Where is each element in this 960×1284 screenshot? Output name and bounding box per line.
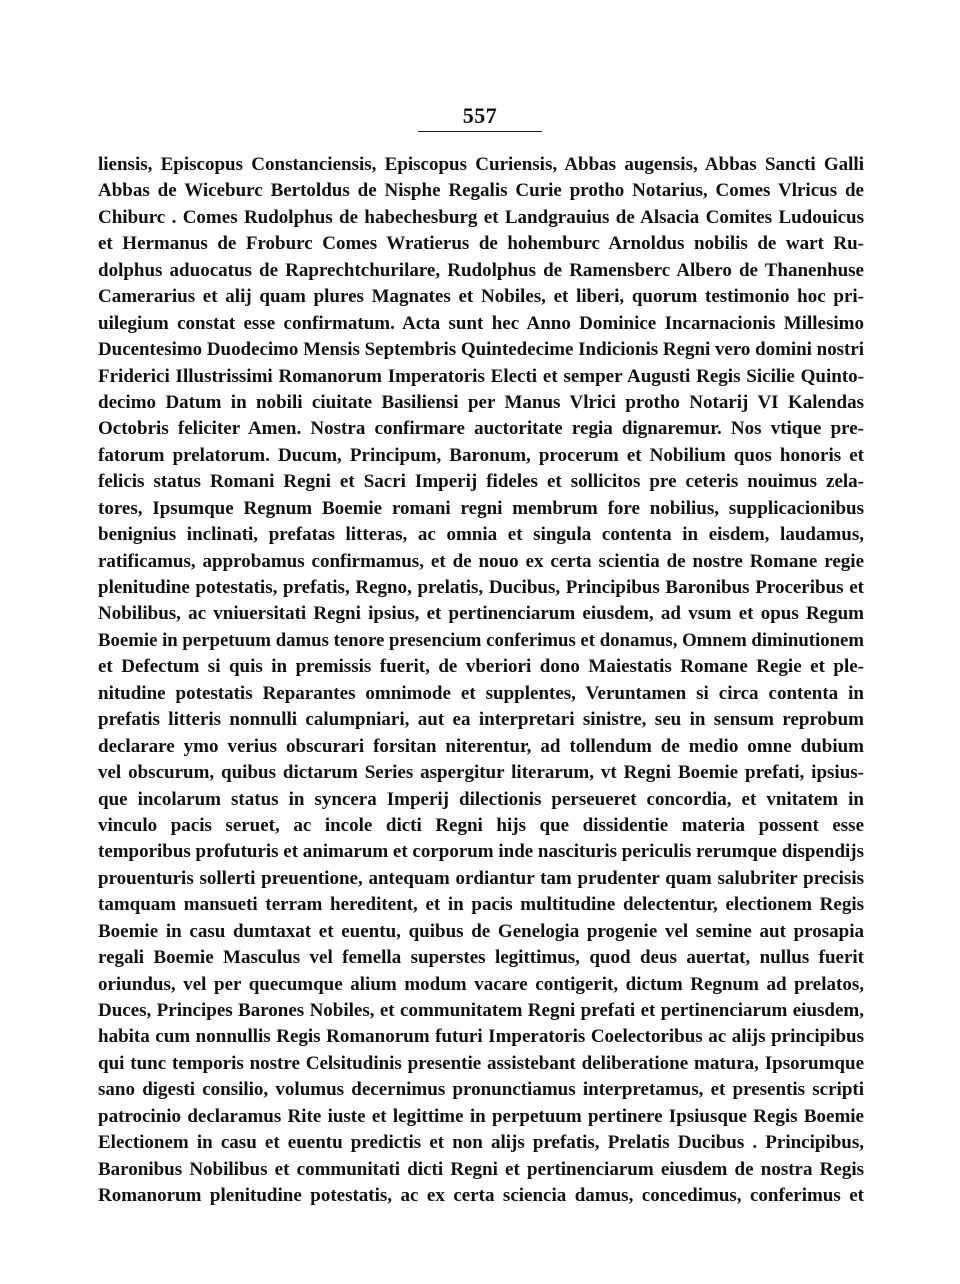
text-line: Duces, Principes Barones Nobiles, et communitatem Regni prefati et pertinenciarum eiusdem, [98, 1000, 864, 1021]
text-line: Camerarius et alij quam plures Magnates et Nobiles, et liberi, quorum testimonio hoc pri- [98, 286, 864, 308]
text-line: Romanorum plenitudine potestatis, ac ex certa sciencia damus, concedimus, conferimus et [98, 1185, 864, 1207]
header-rule [418, 131, 542, 132]
body-text [98, 152, 864, 1210]
text-line: regali Boemie Masculus vel femella superstes legittimus, quod deus auertat, nullus fuerit [98, 947, 864, 969]
text-line: que incolarum status in syncera Imperij dilectionis perseueret concordia, et vnitatem in [98, 788, 864, 810]
text-line: Nobilibus, ac vniuersitati Regni ipsius, et pertinenciarum eiusdem, ad vsum et opus Regum [98, 603, 864, 625]
text-line: ratificamus, approbamus confirmamus, et de nouo ex certa scientia de nostre Romane regie [98, 550, 864, 572]
text-line: Friderici Illustrissimi Romanorum Imperatoris Electi et semper Augusti Regis Sicilie Quinto- [98, 365, 864, 387]
text-line: Chiburc . Comes Rudolphus de habechesburg et Landgrauius de Alsacia Comites Ludouicus [98, 206, 864, 228]
text-line: habita cum nonnullis Regis Romanorum futuri Imperatoris Coelectoribus ac alijs principibus [98, 1026, 864, 1048]
text-line: oriundus, vel per quecumque alium modum vacare contigerit, dictum Regnum ad prelatos, [98, 973, 864, 995]
text-line: Boemie in perpetuum damus tenore presencium conferimus et donamus, Omnem diminutionem [98, 629, 864, 651]
text-line: decimo Datum in nobili ciuitate Basiliensi per Manus Vlrici protho Notarij VI Kalendas [98, 391, 864, 413]
text-line: Electionem in casu et euentu predictis et non alijs prefatis, Prelatis Ducibus . Principibus, [98, 1132, 864, 1154]
text-line: sano digesti consilio, volumus decernimus pronunctiamus interpretamus, et presentis scripti [98, 1079, 864, 1101]
text-line: qui tunc temporis nostre Celsitudinis presentie assistebant deliberatione matura, Ipsorumque [98, 1052, 864, 1074]
text-line: uilegium constat esse confirmatum. Acta sunt hec Anno Dominice Incarnacionis Millesimo [98, 312, 864, 334]
text-line: tamquam mansueti terram hereditent, et in pacis multitudine delectentur, electionem Regis [98, 894, 864, 916]
text-line: prefatis litteris nonnulli calumpniari, aut ea interpretari sinistre, seu in sensum reprobum [98, 709, 864, 731]
text-line: liensis, Episcopus Constanciensis, Episcopus Curiensis, Abbas augensis, Abbas Sancti Galli [98, 154, 864, 175]
text-line: et Hermanus de Froburc Comes Wratierus de hohemburc Arnoldus nobilis de wart Ru- [98, 233, 864, 255]
text-line: Ducentesimo Duodecimo Mensis Septembris Quintedecime Indicionis Regni vero domini nostri [98, 339, 864, 361]
text-line: plenitudine potestatis, prefatis, Regno, prelatis, Ducibus, Principibus Baronibus Proceribus et [98, 577, 864, 598]
text-line: temporibus profuturis et animarum et corporum inde nascituris periculis rerumque dispendijs [98, 841, 864, 863]
text-line: vinculo pacis seruet, ac incole dicti Regni hijs que dissidentie materia possent esse [98, 814, 864, 836]
text-line: dolphus aduocatus de Raprechtchurilare, Rudolphus de Ramensberc Albero de Thanenhuse [98, 259, 864, 281]
text-line: vel obscurum, quibus dictarum Series aspergitur literarum, vt Regni Boemie prefati, ipsius- [98, 762, 864, 784]
text-line: et Defectum si quis in premissis fuerit, de vberiori dono Maiestatis Romane Regie et ple- [98, 656, 864, 678]
text-line: felicis status Romani Regni et Sacri Imperij fideles et sollicitos pre ceteris nouimus zela- [98, 471, 864, 493]
text-line: declarare ymo verius obscurari forsitan niterentur, ad tollendum de medio omne dubium [98, 735, 864, 757]
text-line: Octobris feliciter Amen. Nostra confirmare auctoritate regia dignaremur. Nos vtique pre- [98, 418, 864, 440]
text-line: Boemie in casu dumtaxat et euentu, quibus de Genelogia progenie vel semine aut prosapia [98, 920, 864, 942]
text-line: nitudine potestatis Reparantes omnimode et supplentes, Veruntamen si circa contenta in [98, 682, 864, 704]
page-number: 557 [462, 103, 498, 128]
text-line: Abbas de Wiceburc Bertoldus de Nisphe Regalis Curie protho Notarius, Comes Vlricus de [98, 180, 864, 202]
text-line: benignius inclinati, prefatas litteras, ac omnia et singula contenta in eisdem, laudamus, [98, 524, 864, 546]
text-line: patrocinio declaramus Rite iuste et legittime in perpetuum pertinere Ipsiusque Regis Boemie [98, 1105, 864, 1127]
text-line: prouenturis sollerti preuentione, antequam ordiantur tam prudenter quam salubriter precisis [98, 867, 864, 889]
text-line: tores, Ipsumque Regnum Boemie romani regni membrum fore nobilius, supplicacionibus [98, 497, 864, 519]
text-line: fatorum prelatorum. Ducum, Principum, Baronum, procerum et Nobilium quos honoris et [98, 444, 864, 466]
text-line: Baronibus Nobilibus et communitati dicti Regni et pertinenciarum eiusdem de nostra Regis [98, 1158, 864, 1180]
